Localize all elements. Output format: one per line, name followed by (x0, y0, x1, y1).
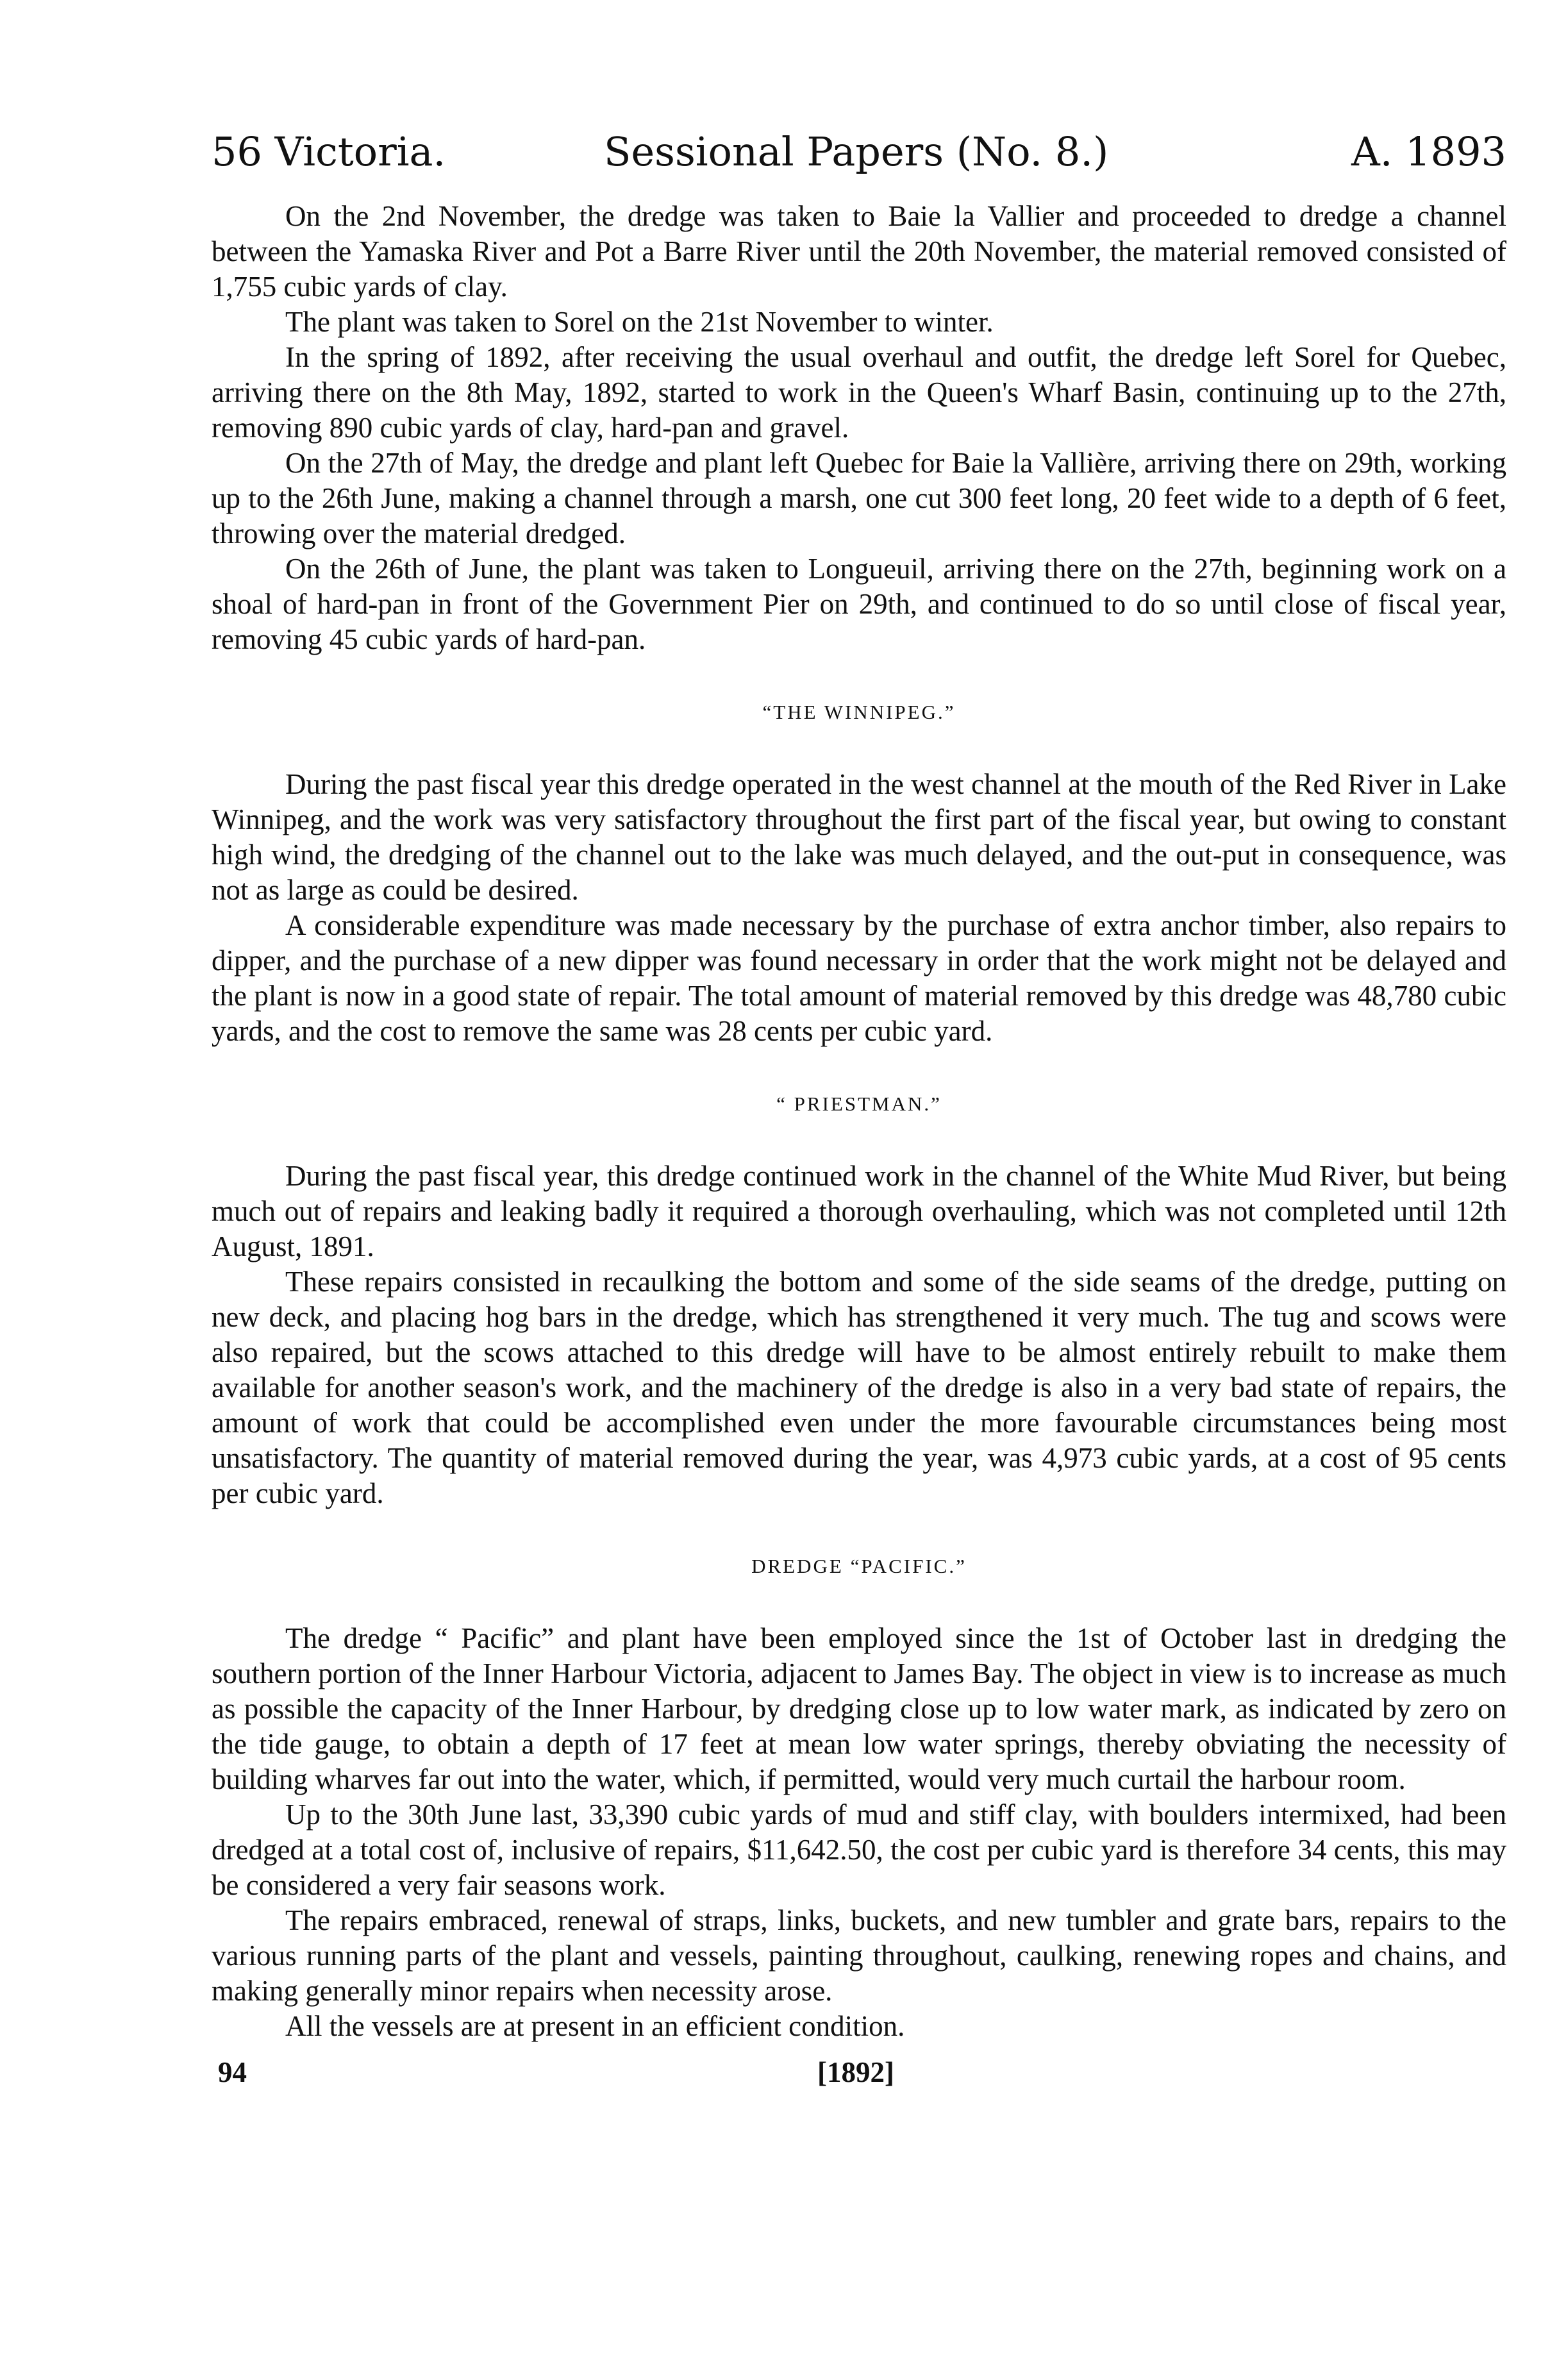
page-footer (212, 2056, 1506, 2094)
paragraph: A considerable expenditure was made necessary by the purchase of extra anchor timber, also repairs to dipper, and the purchase of a new dipper was found necessary in order that the work might not be delayed and the plant is now in a good state of repair. The total amount of material removed by this dredge was 48,780 cubic yards, and the cost to remove the same was 28 cents per cubic yard. (212, 909, 1506, 1047)
paragraph: These repairs consisted in recaulking the bottom and some of the side seams of the dredge, putting on new deck, and placing hog bars in the dredge, which has strengthened it very much. The tug and scows were also repaired, but the scows attached to this dredge will have to be almost entirely rebuilt to make them available for another season's work, and the machinery of the dredge is also in a very bad state of repairs, the amount of work that could be accomplished even under the more favourable circumstances being most unsatisfactory. The quantity of material removed during the year, was 4,973 cubic yards, at a cost of 95 cents per cubic yard. (212, 1266, 1506, 1509)
page-body (212, 199, 1506, 2044)
paragraph: On the 26th of June, the plant was taken to Longueuil, arriving there on the 27th, beginning work on a shoal of hard-pan in front of the Government Pier on 29th, and continued to do so until close of fiscal year, removing 45 cubic yards of hard-pan. (212, 553, 1506, 655)
paragraph: On the 2nd November, the dredge was taken to Baie la Vallier and proceeded to dredge a channel between the Yamaska River and Pot a Barre River until the 20th November, the material removed consisted of 1,755 cubic yards of clay. (212, 200, 1506, 303)
page-number: 94 (218, 2056, 247, 2088)
paragraph: The plant was taken to Sorel on the 21st November to winter. (285, 306, 994, 338)
header-title: Sessional Papers (No. 8.) (604, 128, 1109, 175)
paragraph: In the spring of 1892, after receiving the usual overhaul and outfit, the dredge left Sorel for Quebec, arriving there on the 8th May, 1892, started to work in the Queen's Wharf Basin, continuing up to the 27th, removing 890 cubic yards of clay, hard-pan and gravel. (212, 341, 1506, 444)
section-heading-pacific: DREDGE “PACIFIC.” (751, 1555, 967, 1577)
section-heading-priestman: “ PRIESTMAN.” (776, 1093, 942, 1115)
paragraph: On the 27th of May, the dredge and plant left Quebec for Baie la Vallière, arriving there on 29th, working up to the 26th June, making a channel through a marsh, one cut 300 feet long, 20 feet wide to a depth of 6 feet, throwing over the material dredged. (212, 447, 1506, 549)
document-number: [1892] (817, 2056, 894, 2088)
paragraph: During the past fiscal year this dredge operated in the west channel at the mouth of the Red River in Lake Winnipeg, and the work was very satisfactory throughout the first part of the fiscal year, but owing to constant high wind, the dredging of the channel out to the lake was much delayed, and the out-put in consequence, was not as large as could be desired. (212, 768, 1506, 906)
paragraph: All the vessels are at present in an efficient condition. (285, 2010, 905, 2042)
priestman-section (212, 1159, 1506, 1511)
pacific-section (212, 1621, 1506, 2044)
paragraph: The dredge “ Pacific” and plant have been employed since the 1st of October last in dredging the southern portion of the Inner Harbour Victoria, adjacent to James Bay. The object in view is to increase as much as possible the capacity of the Inner Harbour, by dredging close up to low water mark, as indicated by zero on the tide gauge, to obtain a depth of 17 feet at mean low water springs, thereby obviating the necessity of building wharves far out into the water, which, if permitted, would very much curtail the harbour room. (212, 1622, 1506, 1795)
section-heading-winnipeg: “THE WINNIPEG.” (762, 701, 956, 723)
header-year: A. 1893 (1351, 128, 1506, 175)
page (212, 128, 1506, 2094)
intro-section (212, 199, 1506, 657)
header-volume: 56 Victoria. (212, 128, 446, 175)
winnipeg-section (212, 767, 1506, 1049)
page-header (212, 128, 1506, 199)
paragraph: During the past fiscal year, this dredge continued work in the channel of the White Mud River, but being much out of repairs and leaking badly it required a thorough overhauling, which was not completed until 12th August, 1891. (212, 1160, 1506, 1262)
paragraph: Up to the 30th June last, 33,390 cubic yards of mud and stiff clay, with boulders intermixed, had been dredged at a total cost of, inclusive of repairs, $11,642.50, the cost per cubic yard is therefore 34 cents, this may be considered a very fair seasons work. (212, 1798, 1506, 1901)
paragraph: The repairs embraced, renewal of straps, links, buckets, and new tumbler and grate bars, repairs to the various running parts of the plant and vessels, painting throughout, caulking, renewing ropes and chains, and making generally minor repairs when necessity arose. (212, 1904, 1506, 2007)
